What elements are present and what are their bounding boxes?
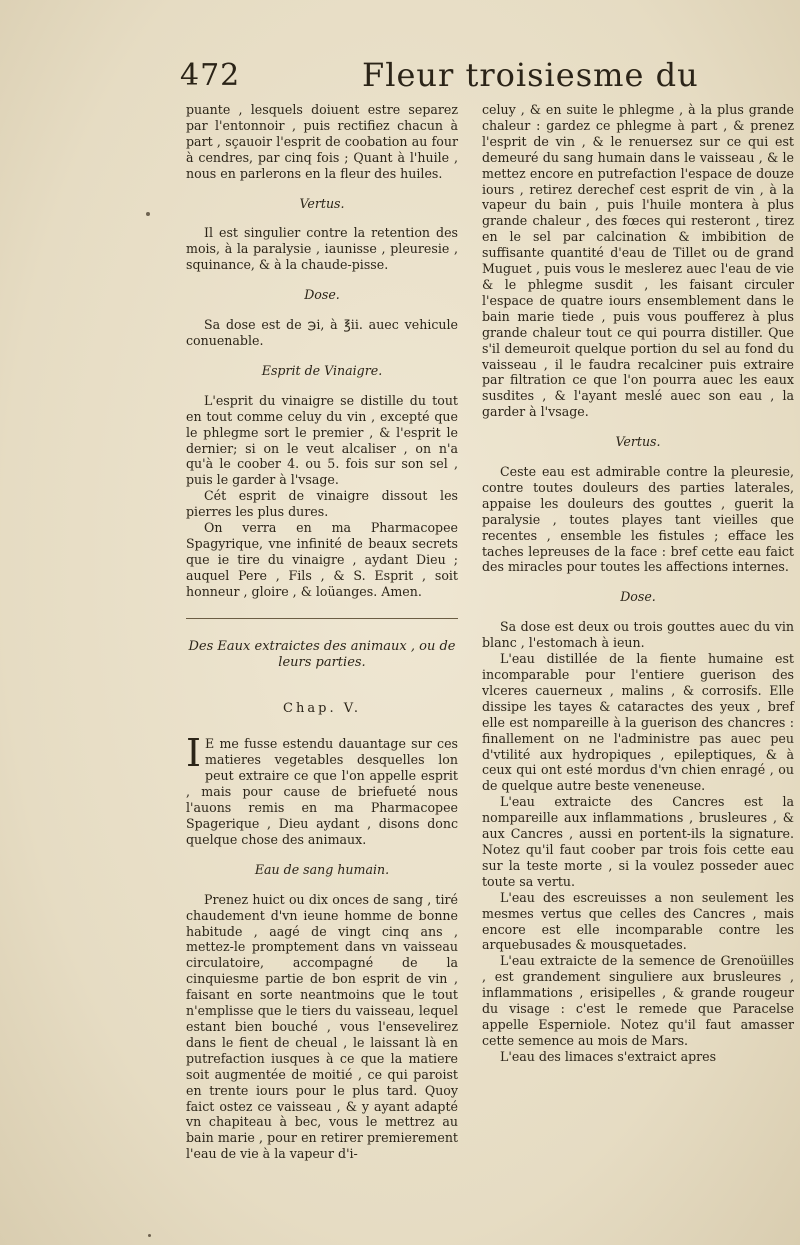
- heading-dose: Dose.: [304, 287, 340, 303]
- paragraph: L'eau distillée de la fiente humaine est incomparable pour l'entiere guerison des vlceres cauerneux , malins , & corrosifs. Elle dissipe les tayes & cataractes des yeux , bref elle est nompareille à la guerison des chancres : finallement on ne l'administre pas auec peu d'vtilité aux hydropiques , epileptiques, & à ceux qui ont esté mordus d'vn chien enragé , ou de quelque autre beste veneneuse.: [482, 651, 794, 794]
- paragraph: Sa dose est de ℈i, à ℥ii. auec vehicule conuenable.: [186, 317, 458, 348]
- heading-vertus: Vertus.: [299, 195, 345, 211]
- heading-vertus: Vertus.: [615, 434, 661, 450]
- section-title: Des Eaux extraictes des animaux , ou de leurs parties.: [188, 638, 456, 670]
- paragraph: L'eau des escreuisses a non seulement les mesmes vertus que celles des Cancres , mais encore est elle incomparable contre les arquebusades & mousquetades.: [482, 889, 794, 953]
- left-column: [186, 102, 458, 1162]
- paragraph: Ceste eau est admirable contre la pleuresie, contre toutes douleurs des parties laterales, appaise les douleurs des gouttes , guerit la paralysie , toutes playes tant vieilles que recentes , ensemble les fistules ; efface les taches lepreuses de la face : bref cette eau faict des miracles pour toutes les affections internes.: [482, 464, 794, 575]
- paragraph-text: E me fusse estendu dauantage sur ces matieres vegetables desquelles lon peut extraire ce que l'on appelle esprit , mais pour cause de briefueté nous l'auons remis en ma Pharmacopee Spagerique , Dieu aydant , disons donc quelque chose des animaux.: [186, 736, 458, 847]
- paragraph: Prenez huict ou dix onces de sang , tiré chaudement d'vn ieune homme de bonne habitude , aagé de vingt cinq ans , mettez-le promptement dans vn vaisseau circulatoire, accompagné de la cinquiesme partie de bon esprit de vin , faisant en sorte neantmoins que le tout n'emplisse que le tiers du vaisseau, lequel estant bien bouché , vous l'ensevelirez dans le fient de cheual , le laissant là en putrefaction iusques à ce que la matiere soit augmentée de moitié , ce qui paroist en trente iours pour le plus tard. Quoy faict ostez ce vaisseau , & y ayant adapté vn chapiteau à bec, vous le mettrez au bain marie , pour en retirer premierement l'eau de vie à la vapeur d'i-: [186, 891, 458, 1162]
- ink-speck: [148, 1234, 151, 1237]
- paragraph-dropcap: [186, 731, 458, 847]
- paragraph: puante , lesquels doiuent estre separez par l'entonnoir , puis rectifiez chacun à part , sçauoir l'esprit de coobation au four à cendres, par cinq fois ; Quant à l'huile , nous en parlerons en la fleur des huiles.: [186, 102, 458, 181]
- heading-esprit-de-vinaigre: Esprit de Vinaigre.: [261, 362, 383, 378]
- heading-dose: Dose.: [620, 589, 656, 605]
- paragraph: celuy , & en suite le phlegme , à la plus grande chaleur : gardez ce phlegme à part , & prenez l'esprit de vin , & le renuersez sur ce qui est demeuré du sang humain dans le vaisseau , & le mettez encore en putrefaction l'espace de douze iours , retirez derechef cest esprit de vin , à la vapeur du bain , puis l'huile montera à plus grande chaleur , des fœces qui resteront , tirez en le sel par calcination & imbibition de suffisante quantité d'eau de Tillet ou de grand Muguet , puis vous le meslerez auec l'eau de vie & le phlegme susdit , les faisant circuler l'espace de quatre iours ensemblement dans le bain marie tiede , puis vous poufferez à plus grande chaleur tout ce qui pourra distiller. Que s'il demeuroit quelque portion du sel au fond du vaisseau , il le faudra recalciner puis extraire par filtration ce que l'on pourra auec les eaux susdites , & l'ayant meslé auec son eau , la garder à l'vsage.: [482, 102, 794, 420]
- heading-eau-de-sang: Eau de sang humain.: [254, 861, 390, 877]
- paragraph: Cét esprit de vinaigre dissout les pierres les plus dures.: [186, 488, 458, 520]
- paragraph: Sa dose est deux ou trois gouttes auec du vin blanc , l'estomach à ieun.: [482, 619, 794, 651]
- paragraph: Il est singulier contre la retention des mois, à la paralysie , iaunisse , pleuresie , squinance, & à la chaude-pisse.: [186, 225, 458, 273]
- paragraph: L'esprit du vinaigre se distille du tout en tout comme celuy du vin , excepté que le phlegme sort le premier , & l'esprit le dernier; si on le veut alcaliser , on n'a qu'à le coober 4. ou 5. fois sur son sel , puis le garder à l'vsage.: [186, 392, 458, 488]
- paragraph: On verra en ma Pharmacopee Spagyrique, vne infinité de beaux secrets que ie tire du vinaigre , aydant Dieu ; auquel Pere , Fils , & S. Esprit , soit honneur , gloire , & loüanges. Amen.: [186, 520, 458, 599]
- page-number: 472: [180, 58, 241, 93]
- page-header: [0, 58, 800, 98]
- drop-cap: I: [186, 731, 202, 776]
- paragraph: L'eau extraicte des Cancres est la nompareille aux inflammations , brusleures , & aux Cancres , aussi en portent-ils la signature. Notez qu'il faut coober par trois fois cette eau sur la teste morte , si la voulez posseder auec toute sa vertu.: [482, 794, 794, 889]
- section-divider: [186, 618, 458, 619]
- paragraph: L'eau extraicte de la semence de Grenoüilles , est grandement singuliere aux brusleures , inflammations , erisipelles , & grande rougeur du visage : c'est le remede que Paracelse appelle Esperniole. Notez qu'il faut amasser cette semence au mois de Mars.: [482, 953, 794, 1048]
- ink-speck: [146, 212, 150, 216]
- right-column: [482, 102, 794, 1065]
- chapter-heading: Chap. V.: [283, 700, 361, 716]
- paragraph: L'eau des limaces s'extraict apres: [500, 1048, 717, 1064]
- running-title: Fleur troisiesme du: [362, 56, 699, 94]
